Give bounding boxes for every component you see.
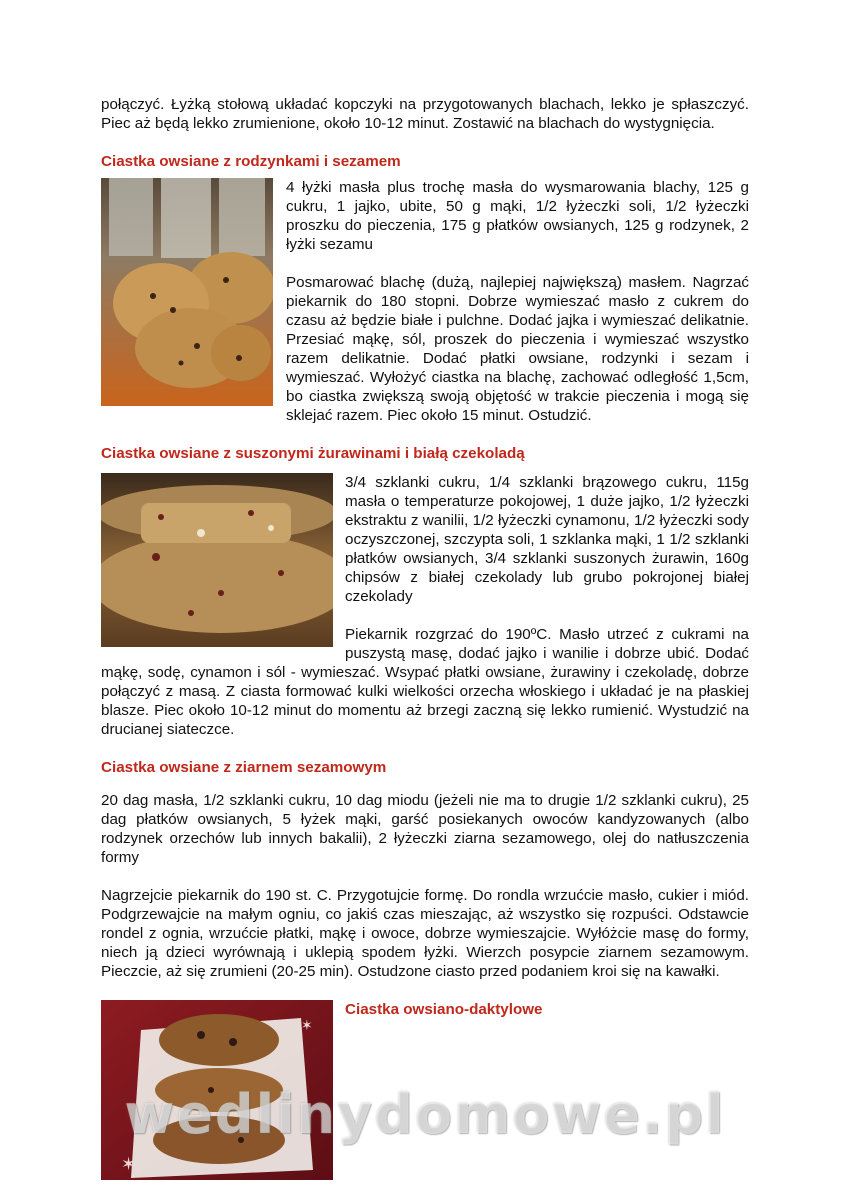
recipe-2-method: Piekarnik rozgrzać do 190ºC. Masło utrzeć z cukrami na puszystą masę, dodać jajko i wanilie i dobrze ubić. Dodać mąkę, sodę, cynamon i sól - wymieszać. Wsypać płatki owsiane, żurawiny i czekoladę, dobrze połączyć z masą. Z ciasta formować kulki wielkości orzecha włoskiego i układać je na płaskiej blasze. Piec około 10-12 minut do momentu aż brzegi zaczną się lekko rumienić. Wystudzić na drucianej siateczce. bbox=[101, 626, 749, 738]
recipe-1-photo bbox=[101, 178, 273, 406]
recipe-2-photo bbox=[101, 473, 333, 647]
recipe-3-ingredients: 20 dag masła, 1/2 szklanki cukru, 10 dag miodu (jeżeli nie ma to drugie 1/2 szklanki cukru), 25 dag płatków owsianych, 5 łyżek mąki, garść posiekanych owoców kandyzowanych (albo rodzynek orzechów lub innych bakalii), 2 łyżeczki ziarna sezamowego, olej do natłuszczenia formy bbox=[101, 792, 749, 866]
recipe-3-method: Nagrzejcie piekarnik do 190 st. C. Przygotujcie formę. Do rondla wrzućcie masło, cukier i miód. Podgrzewajcie na małym ogniu, co jakiś czas mieszając, aż wszystko się rozpuści. Odstawcie rondel z ognia, wrzućcie płatki, mąkę i owoce, dobrze wymieszajcie. Wyłóżcie masę do formy, niech ją dzieci wyrównają i uklepią spodem łyżki. Wierzch posypcie ziarnem sezamowym. Pieczcie, aż się zrumieni (20-25 min). Ostudzone ciasto przed podaniem kroi się na kawałki. bbox=[101, 887, 749, 980]
svg-text:✶: ✶ bbox=[301, 1017, 313, 1033]
recipe-4-title: Ciastka owsiano-daktylowe bbox=[345, 1001, 543, 1018]
recipe-4-photo bbox=[101, 1000, 333, 1180]
recipe-4-section bbox=[101, 1000, 749, 1180]
recipe-2-ingredients: 3/4 szklanki cukru, 1/4 szklanki brązowego cukru, 115g masła o temperaturze pokojowej, 1 duże jajko, 1/2 łyżeczki ekstraktu z wanilii, 1/2 łyżeczki cynamonu, 1/2 łyżeczki sody oczyszczonej, szczypta soli, 1 szklanka mąki, 1 1/2 szklanki płatków owsianych, 3/4 szklanki suszonych żurawin, 160g chipsów z białej czekolady lub grubo pokrojonej białej czekolady bbox=[345, 474, 749, 605]
recipe-2-title: Ciastka owsiane z suszonymi żurawinami i białą czekoladą bbox=[101, 445, 525, 462]
watermark: wedlinydomowe.pl bbox=[124, 1083, 726, 1146]
svg-text:✶: ✶ bbox=[121, 1154, 137, 1174]
intro-paragraph: połączyć. Łyżką stołową układać kopczyki na przygotowanych blachach, lekko je spłaszczyć. Piec aż będą lekko zrumienione, około 10-12 minut. Zostawić na blachach do wystygnięcia. bbox=[101, 96, 749, 132]
document-page bbox=[101, 95, 749, 1180]
recipe-3-title: Ciastka owsiane z ziarnem sezamowym bbox=[101, 759, 387, 776]
recipe-1-method: Posmarować blachę (dużą, najlepiej największą) masłem. Nagrzać piekarnik do 180 stopni. Dobrze wymieszać masło z cukrem do czasu aż będzie białe i pulchne. Dodać jajka i wymieszać delikatnie. Przesiać mąkę, sól, proszek do pieczenia i wymieszać wszystko razem delikatnie. Dodać płatki owsiane, rodzynki i sezam i wymieszać. Wyłożyć ciastka na blachę, zachować odległość 1,5cm, bo ciastka zwiększą swoją objętość w trakcie pieczenia i mogą się sklejać razem. Piec około 15 minut. Ostudzić. bbox=[286, 274, 749, 424]
recipe-2-section bbox=[101, 473, 749, 739]
recipe-1-title: Ciastka owsiane z rodzynkami i sezamem bbox=[101, 153, 401, 170]
recipe-1-ingredients: 4 łyżki masła plus trochę masła do wysmarowania blachy, 125 g cukru, 1 jajko, ubite, 50 g mąki, 1/2 łyżeczki soli, 1/2 łyżeczki proszku do pieczenia, 175 g płatków owsianych, 125 g rodzynek, 2 łyżki sezamu bbox=[286, 179, 749, 253]
recipe-1-section bbox=[101, 178, 749, 425]
